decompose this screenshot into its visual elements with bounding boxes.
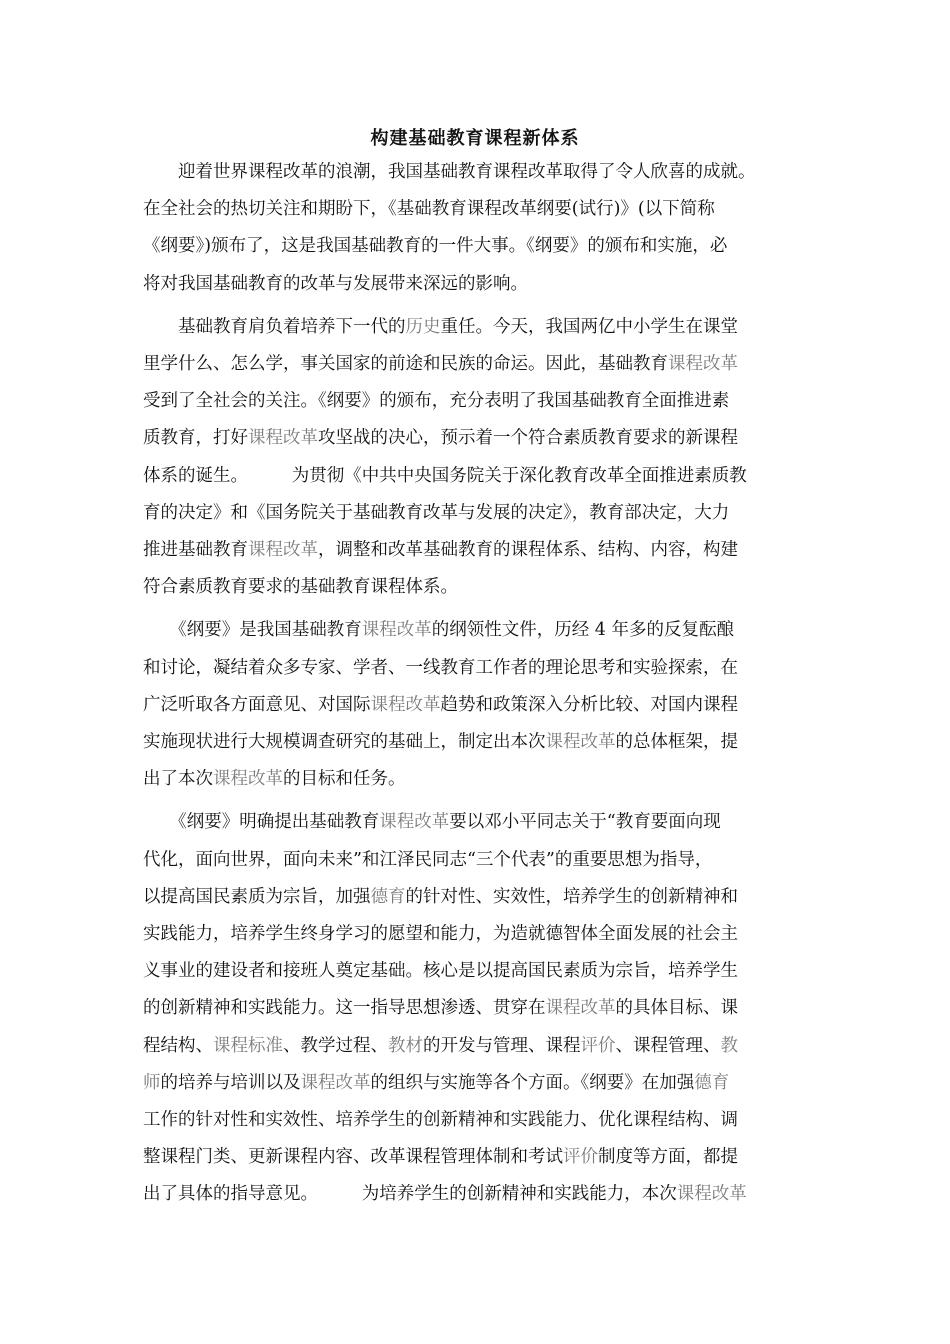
- text-line: [143, 848, 813, 872]
- text-segment: 出了具体的指导意见。 为培养学生的创新精神和实践能力，本次: [143, 1184, 677, 1205]
- text-line: [143, 464, 813, 488]
- keyword-link[interactable]: 课程改革: [248, 540, 318, 560]
- text-segment: 迎着世界课程改革的浪潮，我国基础教育课程改革取得了令人欣喜的成就。: [143, 162, 756, 182]
- text-segment: 的总体框架，提: [615, 732, 738, 752]
- text-segment: 实践能力，培养学生终身学习的愿望和能力，为造就德智体全面发展的社会主: [143, 924, 738, 944]
- text-segment: 符合素质教育要求的基础教育课程体系。: [143, 577, 458, 598]
- text-segment: 推进基础教育: [143, 540, 248, 560]
- text-segment: 的组织与实施等各个方面。《纲要》在加强: [370, 1072, 695, 1093]
- text-segment: 攻坚战的决心，预示着一个符合素质教育要求的新课程: [318, 428, 738, 449]
- text-segment: 趋势和政策深入分析比较、对国内课程: [440, 694, 738, 715]
- text-segment: 基础教育肩负着培养下一代的: [143, 316, 406, 337]
- keyword-link[interactable]: 评价: [563, 1147, 598, 1168]
- text-line: [143, 767, 813, 791]
- text-line: [143, 1145, 813, 1169]
- text-line: [143, 389, 813, 413]
- text-line: [143, 656, 813, 680]
- keyword-link[interactable]: 德育: [370, 886, 406, 907]
- text-segment: 《纲要》是我国基础教育: [143, 620, 362, 641]
- text-line: [143, 1182, 813, 1206]
- keyword-link[interactable]: 师: [143, 1072, 161, 1093]
- text-line: [143, 352, 813, 376]
- text-line: [143, 730, 813, 754]
- text-line: [143, 272, 813, 296]
- text-segment: 《纲要》)颁布了，这是我国基础教育的一件大事。《纲要》的颁布和实施，必: [143, 236, 728, 257]
- text-segment: ，调整和改革基础教育的课程体系、结构、内容，构建: [318, 540, 738, 560]
- text-segment: 制度等方面，都提: [598, 1147, 738, 1168]
- text-line: [143, 1108, 813, 1132]
- text-line: [143, 996, 813, 1020]
- text-segment: 重任。今天，我国两亿中小学生在课堂: [440, 316, 738, 337]
- text-line: [143, 197, 813, 221]
- text-segment: 体系的诞生。 为贯彻《中共中央国务院关于深化教育改革全面推进素质教: [143, 465, 747, 486]
- text-line: [143, 1034, 813, 1058]
- keyword-link[interactable]: 课程改革: [545, 732, 616, 752]
- text-line: [143, 1071, 813, 1095]
- text-segment: 、教学过程、: [283, 1035, 388, 1056]
- text-segment: 要以邓小平同志关于“教育要面向现: [449, 812, 721, 833]
- text-segment: 育的决定》和《国务院关于基础教育改革与发展的决定》，教育部决定，大力: [143, 502, 730, 523]
- text-line: [143, 693, 813, 717]
- keyword-link[interactable]: 课程改革: [248, 428, 318, 449]
- text-line: [143, 538, 813, 562]
- text-segment: 以提高国民素质为宗旨，加强: [143, 886, 371, 907]
- keyword-link[interactable]: 历史: [405, 316, 441, 337]
- text-line: [143, 426, 813, 450]
- text-segment: 的纲领性文件，历经 4 年多的反复酝酿: [431, 620, 735, 641]
- text-segment: 代化，面向世界，面向未来”和江泽民同志“三个代表”的重要思想为指导，: [143, 849, 713, 870]
- text-segment: 将对我国基础教育的改革与发展带来深远的影响。: [143, 273, 528, 294]
- document-title: 构建基础教育课程新体系: [370, 128, 580, 149]
- text-segment: 里学什么、怎么学，事关国家的前途和民族的命运。因此，基础教育: [143, 354, 668, 374]
- text-segment: 的具体目标、课: [615, 998, 738, 1019]
- text-line: [143, 575, 813, 599]
- keyword-link[interactable]: 课程标准: [213, 1035, 283, 1056]
- text-segment: 质教育，打好: [143, 428, 248, 449]
- text-line: [143, 959, 813, 983]
- keyword-link[interactable]: 课程改革: [370, 694, 441, 715]
- text-segment: 的针对性、实效性，培养学生的创新精神和: [405, 886, 738, 907]
- text-segment: 整课程门类、更新课程内容、改革课程管理体制和考试: [143, 1147, 563, 1168]
- text-line: [143, 234, 813, 258]
- text-line: [143, 160, 813, 184]
- text-line: [143, 885, 813, 909]
- text-segment: 的目标和任务。: [283, 769, 406, 790]
- keyword-link[interactable]: 评价: [580, 1035, 616, 1056]
- text-line: [143, 810, 813, 834]
- text-line: [143, 501, 813, 525]
- text-segment: 、课程管理、: [615, 1035, 721, 1056]
- text-segment: 出了本次: [143, 769, 213, 790]
- text-segment: 实施现状进行大规模调查研究的基础上，制定出本次: [143, 732, 546, 752]
- text-line: [143, 315, 813, 339]
- text-line: [143, 922, 813, 946]
- text-segment: 义事业的建设者和接班人奠定基础。核心是以提高国民素质为宗旨，培养学生: [143, 961, 738, 982]
- text-segment: 广泛听取各方面意见、对国际: [143, 694, 371, 715]
- text-segment: 《纲要》明确提出基础教育: [143, 812, 380, 833]
- keyword-link[interactable]: 教材: [388, 1035, 423, 1056]
- keyword-link[interactable]: 德育: [694, 1072, 730, 1093]
- keyword-link[interactable]: 课程改革: [545, 998, 616, 1019]
- text-line: [143, 618, 813, 642]
- keyword-link[interactable]: 课程改革: [213, 769, 283, 790]
- keyword-link[interactable]: 课程改革: [361, 620, 432, 641]
- keyword-link[interactable]: 课程改革: [668, 354, 738, 374]
- text-segment: 的创新精神和实践能力。这一指导思想渗透、贯穿在: [143, 998, 546, 1019]
- keyword-link[interactable]: 课程改革: [379, 812, 450, 833]
- text-segment: 程结构、: [143, 1035, 213, 1056]
- text-segment: 在全社会的热切关注和期盼下，《基础教育课程改革纲要(试行)》(以下简称: [143, 199, 715, 220]
- keyword-link[interactable]: 课程改革: [676, 1184, 747, 1205]
- text-segment: 工作的针对性和实效性、培养学生的创新精神和实践能力、优化课程结构、调: [143, 1110, 738, 1130]
- keyword-link[interactable]: 教: [720, 1035, 738, 1056]
- text-segment: 的开发与管理、课程: [423, 1035, 581, 1056]
- text-segment: 和讨论，凝结着众多专家、学者、一线教育工作者的理论思考和实验探索，在: [143, 657, 738, 678]
- keyword-link[interactable]: 课程改革: [300, 1072, 371, 1093]
- text-segment: 的培养与培训以及: [160, 1072, 301, 1093]
- text-segment: 受到了全社会的关注。《纲要》的颁布，充分表明了我国基础教育全面推进素: [143, 391, 730, 412]
